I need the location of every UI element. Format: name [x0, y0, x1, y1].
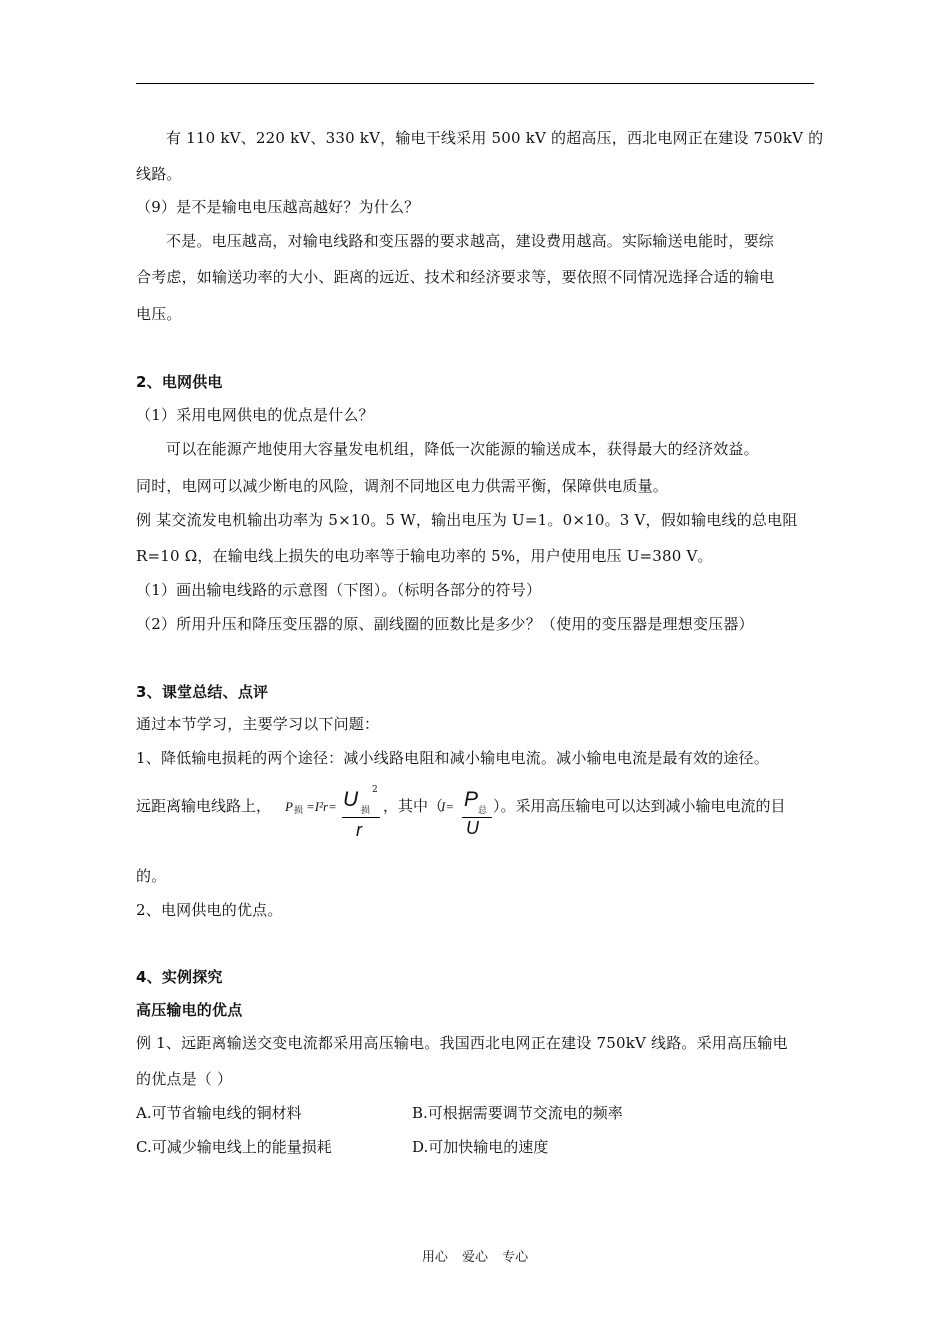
example-line: 例 某交流发电机输出功率为 5×10。5 W，输出电压为 U=1。0×10。3 V，假如输电线的总电阻: [136, 511, 798, 529]
section-heading-3: 3、课堂总结、点评: [136, 683, 269, 701]
example-1-line: 的优点是（ ）: [136, 1070, 233, 1088]
power-subscript: 损: [294, 806, 304, 816]
answer-line: 可以在能源产地使用大容量发电机组，降低一次能源的输送成本，获得最大的经济效益。: [166, 440, 759, 458]
example-question-1: （1）画出输电线路的示意图（下图）。（标明各部分的符号）: [136, 581, 542, 599]
answer-line: 合考虑，如输送功率的大小、距离的远近、技术和经济要求等，要依照不同情况选择合适的输电: [136, 268, 775, 286]
option-b: B.可根据需要调节交流电的频率: [412, 1104, 623, 1122]
fraction-bar: [342, 817, 380, 818]
summary-point-1: 1、降低输电损耗的两个途径：减小线路电阻和减小输电电流。减小输电电流是最有效的途径。: [136, 749, 769, 767]
answer-line: 不是。电压越高，对输电线路和变压器的要求越高，建设费用越高。实际输送电能时，要综: [166, 232, 775, 250]
option-d: D.可加快输电的速度: [412, 1138, 549, 1156]
resistance-symbol: r: [356, 820, 362, 840]
section-heading-2: 2、电网供电: [136, 373, 223, 391]
answer-line: 同时，电网可以减少断电的风险，调剂不同地区电力供需平衡，保障供电质量。: [136, 477, 669, 495]
voltage-superscript: 2: [372, 785, 378, 795]
paragraph-line: 有 110 kV、220 kV、330 kV，输电干线采用 500 kV 的超高压，西北电网正在建设 750kV 的: [166, 129, 824, 147]
summary-end: 的。: [136, 867, 167, 885]
voltage-subscript: 损: [361, 806, 371, 816]
paragraph-line: 线路。: [136, 165, 182, 183]
summary-point-2: 2、电网供电的优点。: [136, 901, 283, 919]
formula-prefix: 远距离输电线路上，: [136, 797, 272, 815]
total-power-subscript: 总: [478, 806, 488, 816]
power-symbol: P: [285, 799, 293, 814]
header-rule: [136, 83, 814, 84]
voltage-symbol: U: [343, 788, 359, 811]
voltage-denominator: U: [466, 818, 479, 838]
formula-line: [136, 785, 816, 840]
total-power-symbol: P: [464, 788, 479, 811]
option-a: A.可节省输电线的铜材料: [136, 1104, 302, 1122]
answer-line: 电压。: [136, 305, 182, 323]
section-heading-4: 4、实例探究: [136, 968, 223, 986]
current-symbol: I=: [441, 799, 455, 814]
example-question-2: （2）所用升压和降压变压器的原、副线圈的匝数比是多少？（使用的变压器是理想变压器）: [136, 615, 754, 633]
example-line: R=10 Ω，在输电线上损失的电功率等于输电功率的 5%，用户使用电压 U=380 V。: [136, 547, 713, 565]
formula-equals: =I²r=: [306, 799, 337, 814]
option-c: C.可减少输电线上的能量损耗: [136, 1138, 332, 1156]
page-footer: 用心 爱心 专心: [421, 1250, 529, 1265]
formula-suffix: ）。采用高压输电可以达到减小输电电流的目: [493, 797, 786, 815]
question-9: （9）是不是输电电压越高越好？为什么？: [136, 198, 420, 216]
subsection-heading: 高压输电的优点: [136, 1001, 243, 1019]
formula-mid: ，其中（: [383, 797, 444, 815]
summary-intro: 通过本节学习，主要学习以下问题：: [136, 715, 380, 733]
example-1-line: 例 1、远距离输送交变电流都采用高压输电。我国西北电网正在建设 750kV 线路。采用高压输电: [136, 1034, 788, 1052]
question-1: （1）采用电网供电的优点是什么？: [136, 406, 374, 424]
